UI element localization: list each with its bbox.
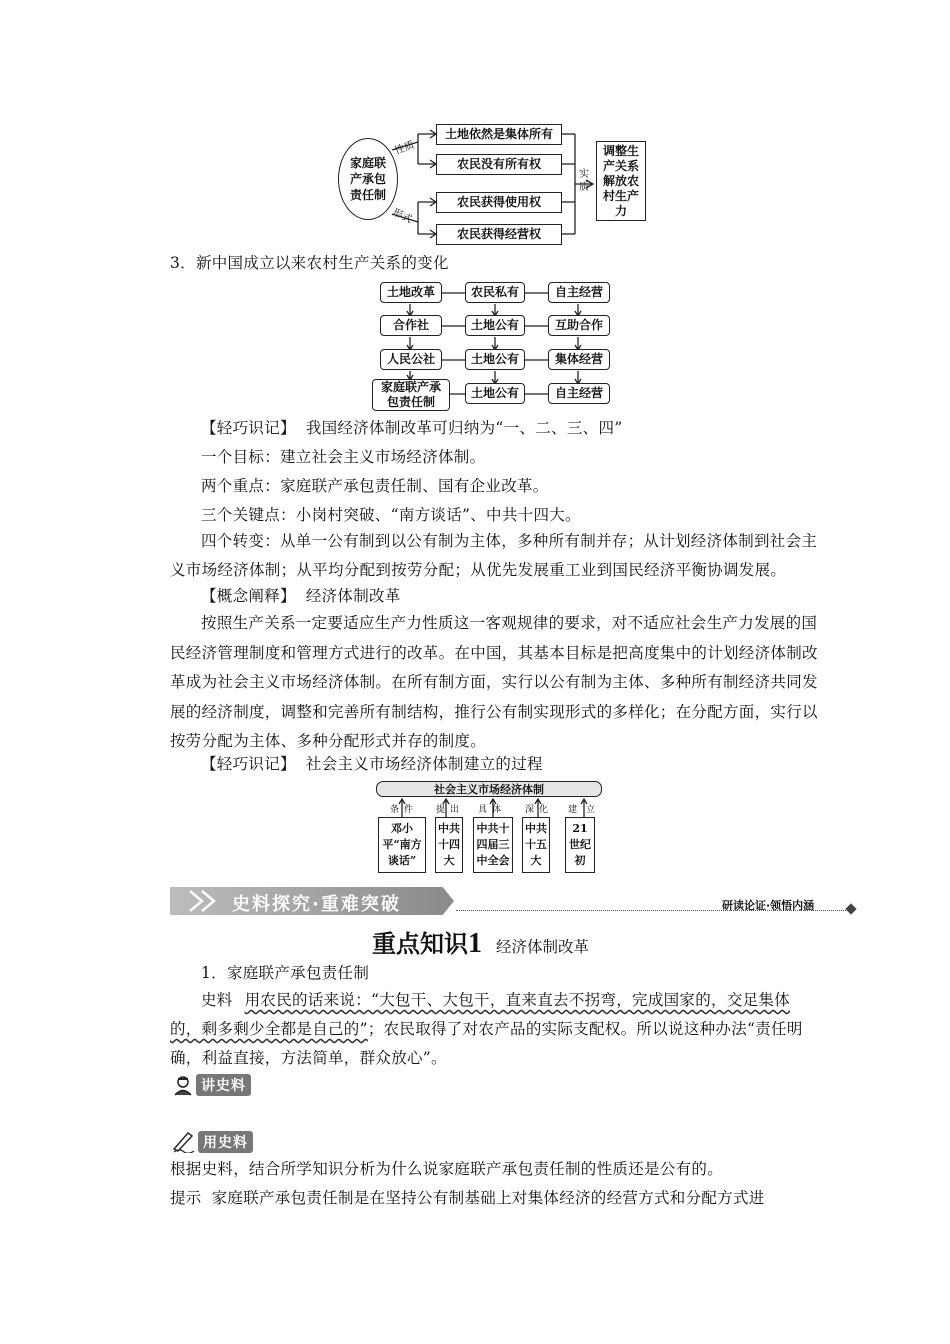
contract-system-ellipse	[338, 138, 398, 220]
use-label: 用史料	[198, 1131, 253, 1153]
row2-col1: 合作社	[380, 315, 442, 336]
hint-line	[170, 1184, 820, 1213]
banner-right-title: 研读论证·领悟内涵	[722, 899, 815, 912]
banner-diamond-icon	[845, 903, 856, 914]
row2-col3: 互助合作	[548, 315, 610, 336]
nature-item-2: 农民没有所有权	[436, 154, 562, 175]
point1-label: 史料	[201, 991, 233, 1009]
box-14th-3rd-plenum: 中共十四届三中全会	[473, 817, 513, 873]
row3-col3: 集体经营	[548, 349, 610, 370]
question-text: 根据史料，结合所学知识分析为什么说家庭联产承包责任制的性质还是公有的。	[170, 1160, 724, 1178]
hint-text: 家庭联产承包责任制是在坚持公有制基础上对集体经济的经营方式和分配方式进	[211, 1189, 765, 1207]
pen-writing-icon	[172, 1131, 196, 1153]
box-21st-century: 21世纪初	[565, 817, 595, 873]
tip1-line1: 一个目标：建立社会主义市场经济体制。	[201, 448, 486, 466]
tip2-heading	[170, 750, 820, 779]
section3-title: 3．新中国成立以来农村生产关系的变化	[170, 254, 449, 272]
market-economy-top: 社会主义市场经济体制	[376, 781, 602, 797]
point1-rest: ；农民取得了对农产品的实际支配权。所以说这种办法“责任明确，利益直接，方法简单，群众放心”。	[170, 1020, 803, 1067]
tip1-tag: 【轻巧识记】	[201, 419, 296, 437]
key-heading-big: 重点知识	[372, 930, 468, 958]
lecture-label: 讲史料	[196, 1074, 251, 1096]
teacher-icon	[172, 1074, 194, 1096]
label-concrete: 具体	[478, 805, 507, 815]
label-form: 形式	[390, 207, 414, 226]
label-establish: 建立	[568, 805, 605, 815]
form-item-1: 农民获得使用权	[436, 192, 562, 213]
box-15th-congress: 中共十五大	[522, 817, 550, 873]
tip1-line4: 四个转变：从单一公有制到以公有制为主体，多种所有制并存；从计划经济体制到社会主义市场经济体制；从平均分配到按劳分配；从优先发展重工业到国民经济平衡协调发展。	[170, 532, 818, 579]
tip2-tag: 【轻巧识记】	[201, 755, 296, 773]
nature-item-1: 土地依然是集体所有	[436, 124, 562, 145]
row3-col2: 土地公有	[465, 349, 525, 370]
row3-col1: 人民公社	[380, 349, 442, 370]
tip1-line3: 三个关键点：小岗村突破、“南方谈话”、中共十四大。	[201, 506, 581, 524]
banner-left-title: 史料探究·重难突破	[232, 894, 401, 915]
point1-body	[170, 986, 820, 1073]
label-propose: 提出	[436, 805, 465, 815]
box-south-tour: 邓小平“南方谈话”	[378, 817, 426, 873]
result-box: 调整生产关系解放农村生产力	[596, 141, 646, 221]
lecture-badge	[172, 1074, 251, 1096]
concept-heading	[170, 582, 820, 611]
ellipse-label: 家庭联产承包责任制	[349, 156, 386, 202]
label-deepen: 深化	[525, 805, 554, 815]
row1-col2: 农民私有	[465, 282, 525, 303]
label-nature: 性质	[393, 139, 416, 157]
key-heading-sub: 经济体制改革	[496, 938, 590, 956]
double-chevron-icon	[186, 889, 226, 913]
key-heading-number: 1	[468, 928, 482, 959]
row4-col3: 自主经营	[548, 383, 610, 404]
row4-col2: 土地公有	[465, 383, 525, 404]
tip1-heading	[170, 414, 820, 443]
row2-col2: 土地公有	[465, 315, 525, 336]
concept-tag: 【概念阐释】	[201, 587, 296, 605]
row1-col3: 自主经营	[548, 282, 610, 303]
label-condition: 条件	[390, 805, 419, 815]
key-knowledge-heading	[372, 924, 589, 960]
concept-title: 经济体制改革	[305, 587, 401, 605]
point1-title: 1．家庭联产承包责任制	[201, 964, 370, 982]
tip1-text: 我国经济体制改革可归纳为“一、二、三、四”	[305, 419, 623, 437]
hint-label: 提示	[170, 1189, 202, 1207]
box-14th-congress: 中共十四大	[435, 817, 463, 873]
tip1-line2: 两个重点：家庭联产承包责任制、国有企业改革。	[201, 477, 549, 495]
row1-col1: 土地改革	[380, 282, 442, 303]
label-essence: 实质	[579, 169, 589, 193]
tip2-text: 社会主义市场经济体制建立的过程	[305, 755, 543, 773]
form-item-2: 农民获得经营权	[436, 224, 562, 245]
point1-quote: 用农民的话来说：“大包干、大包干，直来直去不拐弯，完成国家的，交足集体的，剩多剩少全都是自己的”	[170, 991, 791, 1038]
row4-col1: 家庭联产承包责任制	[372, 379, 450, 411]
concept-body: 按照生产关系一定要适应生产力性质这一客观规律的要求，对不适应社会生产力发展的国民经济管理制度和管理方式进行的改革。在中国，其基本目标是把高度集中的计划经济体制改革成为社会主义市场经济体制。在所有制方面，实行以公有制为主体、多种所有制经济共同发展的经济制度，调整和完善所有制结构，推行公有制实现形式的多样化；在分配方面，实行以按劳分配为主体、多种分配形式并存的制度。	[170, 614, 818, 750]
use-badge	[172, 1131, 253, 1153]
